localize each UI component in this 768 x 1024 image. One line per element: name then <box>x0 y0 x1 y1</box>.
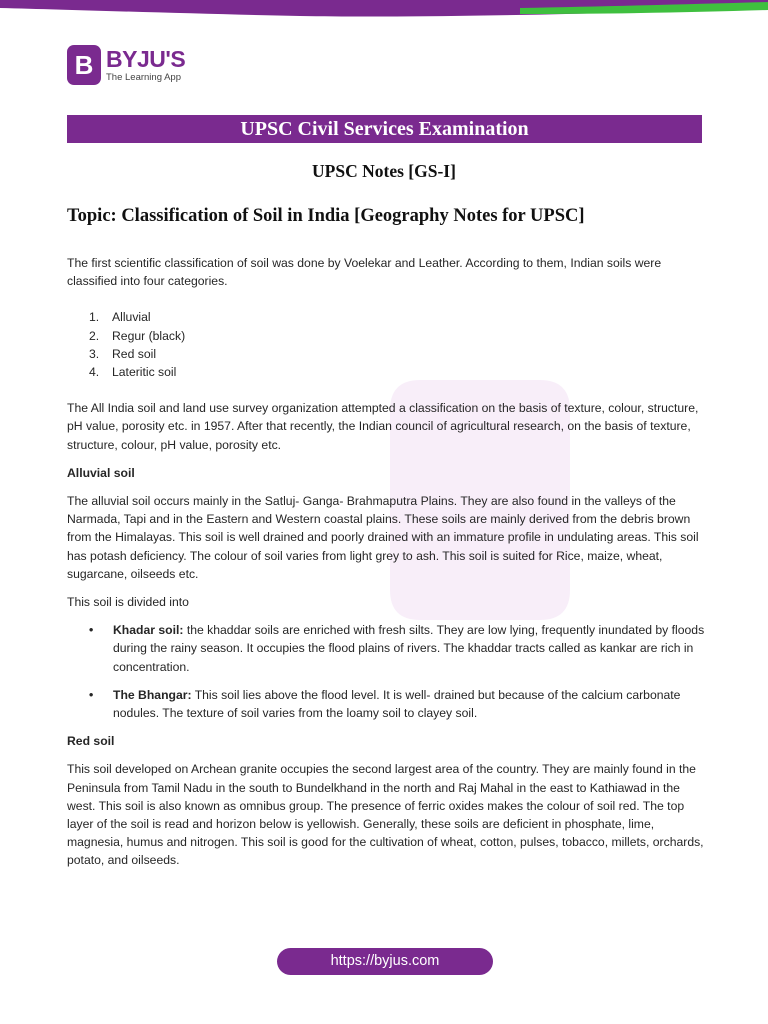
logo-name: BYJU'S <box>106 45 186 72</box>
list-item: 2. Regur (black) <box>89 328 186 343</box>
term-bhangar: The Bhangar: <box>113 687 192 702</box>
footer-url: https://byjus.com <box>330 953 440 969</box>
alluvial-types-list <box>67 621 707 722</box>
red-soil-heading: Red soil <box>67 734 115 749</box>
alluvial-paragraph: The alluvial soil occurs mainly in the Satluj- Ganga- Brahmaputra Plains. They are also found in the valleys of the Narmada, Tapi and in the Eastern and Western coastal plains. These soils are mainly derived from the debris brown from the Himalayas. This soil is well drained and poorly drained with an immature profile in undulating areas. This soil has potash deficiency. The colour of soil varies from light grey to ash. This soil is suited for Rice, maize, wheat, sugarcane, oilseeds etc. <box>67 494 699 581</box>
bullet-icon: • <box>89 623 94 638</box>
intro-paragraph: The first scientific classification of soil was done by Voelekar and Leather. According to them, Indian soils were classified into four categories. <box>67 256 662 289</box>
list-item: 4. Lateritic soil <box>89 365 177 380</box>
divided-into-text: This soil is divided into <box>67 595 189 610</box>
document-body <box>67 254 707 870</box>
list-item: 3. Red soil <box>89 346 157 361</box>
website-link[interactable] <box>277 948 493 975</box>
logo-wordmark <box>106 45 186 83</box>
bullet-icon: • <box>89 687 94 702</box>
list-item: • The Bhangar: This soil lies above the flood level. It is well- drained but because of the calcium carbonate nodules. The texture of soil varies from the loamy soil to clayey soil. <box>67 686 707 722</box>
logo-tagline: The Learning App <box>106 71 182 83</box>
banner-title: UPSC Civil Services Examination <box>240 118 529 140</box>
exam-banner <box>67 115 702 143</box>
term-khadar: Khadar soil: <box>113 623 184 638</box>
byjus-logo[interactable] <box>67 44 185 86</box>
notes-subtitle: UPSC Notes [GS-I] <box>312 161 456 181</box>
alluvial-heading: Alluvial soil <box>67 465 135 480</box>
soil-categories-list <box>67 308 707 381</box>
header-swoosh <box>0 0 768 22</box>
list-item: • Khadar soil: the khaddar soils are enriched with fresh silts. They are low lying, frequently inundated by floods during the rainy season. It occupies the flood plains of rivers. The khaddar tracts called as kankar are rich in concentration. <box>67 621 707 676</box>
logo-badge: B <box>67 45 101 85</box>
red-soil-paragraph: This soil developed on Archean granite occupies the second largest area of the country. They are mainly found in the Peninsula from Tamil Nadu in the south to Bundelkhand in the north and Raj Mahal in the east to Kathiawad in the west. This soil is also known as omnibus group. The presence of ferric oxides makes the colour of soil red. The top layer of the soil is read and horizon below is yellowish. Generally, these soils are deficient in phosphate, lime, magnesia, humus and nitrogen. This soil is good for the cultivation of wheat, cotton, pulses, tobacco, millets, orchards, potato, and oilseeds. <box>67 762 704 868</box>
survey-paragraph: The All India soil and land use survey organization attempted a classification on the basis of texture, colour, structure, pH value, porosity etc. in 1957. After that recently, the Indian council of agricultural research, on the basis of texture, structure, colour, pH value, porosity etc. <box>67 401 699 452</box>
topic-heading: Topic: Classification of Soil in India [Geography Notes for UPSC] <box>67 206 585 226</box>
list-item: 1. Alluvial <box>89 310 151 325</box>
